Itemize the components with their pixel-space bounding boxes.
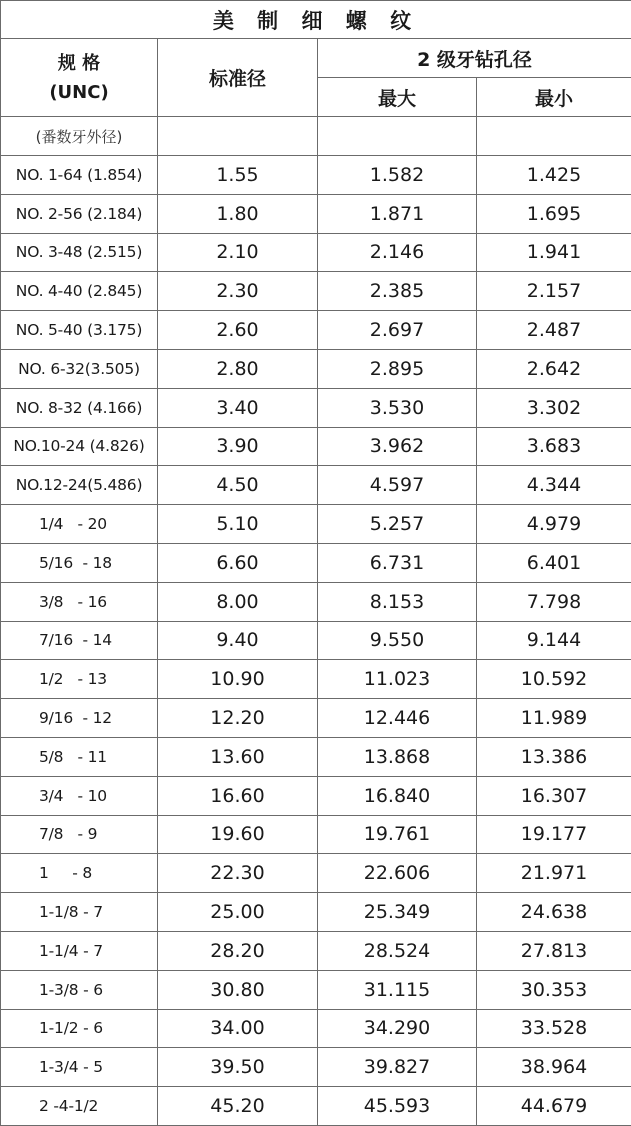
min-diameter-cell: 2.642 <box>477 349 631 388</box>
spec-cell: NO.12-24(5.486) <box>1 466 158 505</box>
standard-diameter-cell: 3.90 <box>158 427 318 466</box>
max-diameter-cell: 31.115 <box>318 970 477 1009</box>
table-body <box>1 156 631 1126</box>
table-row <box>1 505 631 544</box>
standard-diameter-cell: 34.00 <box>158 1009 318 1048</box>
note-row <box>1 117 631 156</box>
min-diameter-cell: 16.307 <box>477 776 631 815</box>
table-row <box>1 776 631 815</box>
drill-diameter-group-header: 2 级牙钻孔径 <box>318 39 631 78</box>
min-diameter-cell: 30.353 <box>477 970 631 1009</box>
min-diameter-cell: 13.386 <box>477 737 631 776</box>
table-row <box>1 854 631 893</box>
min-diameter-cell: 44.679 <box>477 1087 631 1126</box>
spec-cell: 3/4 - 10 <box>1 776 158 815</box>
min-diameter-cell: 7.798 <box>477 582 631 621</box>
max-diameter-cell: 4.597 <box>318 466 477 505</box>
spec-cell: 1 - 8 <box>1 854 158 893</box>
min-diameter-cell: 10.592 <box>477 660 631 699</box>
spec-cell: 7/8 - 9 <box>1 815 158 854</box>
spec-header-line2: (UNC) <box>1 78 157 107</box>
min-diameter-cell: 24.638 <box>477 893 631 932</box>
table-row <box>1 427 631 466</box>
spec-note: (番数牙外径) <box>1 117 158 156</box>
max-diameter-cell: 2.385 <box>318 272 477 311</box>
table-row <box>1 543 631 582</box>
max-diameter-cell: 39.827 <box>318 1048 477 1087</box>
table-title: 美 制 细 螺 纹 <box>1 1 631 39</box>
min-diameter-cell: 2.157 <box>477 272 631 311</box>
header-row-top <box>1 39 631 78</box>
spec-cell: 5/8 - 11 <box>1 737 158 776</box>
spec-cell: 2 -4-1/2 <box>1 1087 158 1126</box>
spec-cell: 1-3/4 - 5 <box>1 1048 158 1087</box>
max-diameter-cell: 1.582 <box>318 156 477 195</box>
max-column-header: 最大 <box>318 78 477 117</box>
note-empty-cell <box>318 117 477 156</box>
spec-cell: NO. 6-32(3.505) <box>1 349 158 388</box>
max-diameter-cell: 19.761 <box>318 815 477 854</box>
min-diameter-cell: 3.683 <box>477 427 631 466</box>
max-diameter-cell: 2.895 <box>318 349 477 388</box>
min-diameter-cell: 4.344 <box>477 466 631 505</box>
max-diameter-cell: 8.153 <box>318 582 477 621</box>
spec-cell: 1-1/4 - 7 <box>1 931 158 970</box>
table-row <box>1 699 631 738</box>
table-row <box>1 893 631 932</box>
table-row <box>1 660 631 699</box>
table-row <box>1 815 631 854</box>
standard-diameter-cell: 39.50 <box>158 1048 318 1087</box>
spec-header-line1: 规 格 <box>1 49 157 78</box>
spec-cell: NO. 4-40 (2.845) <box>1 272 158 311</box>
min-column-header: 最小 <box>477 78 631 117</box>
standard-diameter-cell: 9.40 <box>158 621 318 660</box>
spec-cell: NO.10-24 (4.826) <box>1 427 158 466</box>
table-row <box>1 1009 631 1048</box>
standard-diameter-cell: 10.90 <box>158 660 318 699</box>
table-row <box>1 194 631 233</box>
min-diameter-cell: 33.528 <box>477 1009 631 1048</box>
min-diameter-cell: 4.979 <box>477 505 631 544</box>
standard-diameter-cell: 2.80 <box>158 349 318 388</box>
standard-diameter-cell: 28.20 <box>158 931 318 970</box>
max-diameter-cell: 13.868 <box>318 737 477 776</box>
max-diameter-cell: 12.446 <box>318 699 477 738</box>
spec-column-header <box>1 39 158 117</box>
spec-cell: NO. 8-32 (4.166) <box>1 388 158 427</box>
standard-diameter-cell: 16.60 <box>158 776 318 815</box>
max-diameter-cell: 5.257 <box>318 505 477 544</box>
table-row <box>1 970 631 1009</box>
min-diameter-cell: 11.989 <box>477 699 631 738</box>
max-diameter-cell: 16.840 <box>318 776 477 815</box>
table-row <box>1 311 631 350</box>
table-row <box>1 737 631 776</box>
min-diameter-cell: 19.177 <box>477 815 631 854</box>
spec-cell: 1-1/8 - 7 <box>1 893 158 932</box>
min-diameter-cell: 6.401 <box>477 543 631 582</box>
table-row <box>1 156 631 195</box>
min-diameter-cell: 9.144 <box>477 621 631 660</box>
max-diameter-cell: 3.530 <box>318 388 477 427</box>
spec-cell: NO. 2-56 (2.184) <box>1 194 158 233</box>
spec-cell: 3/8 - 16 <box>1 582 158 621</box>
spec-cell: 1/2 - 13 <box>1 660 158 699</box>
standard-diameter-header: 标准径 <box>158 39 318 117</box>
standard-diameter-cell: 13.60 <box>158 737 318 776</box>
table-row <box>1 621 631 660</box>
min-diameter-cell: 1.695 <box>477 194 631 233</box>
max-diameter-cell: 11.023 <box>318 660 477 699</box>
spec-cell: NO. 5-40 (3.175) <box>1 311 158 350</box>
max-diameter-cell: 1.871 <box>318 194 477 233</box>
min-diameter-cell: 21.971 <box>477 854 631 893</box>
spec-cell: NO. 1-64 (1.854) <box>1 156 158 195</box>
min-diameter-cell: 1.941 <box>477 233 631 272</box>
max-diameter-cell: 22.606 <box>318 854 477 893</box>
standard-diameter-cell: 6.60 <box>158 543 318 582</box>
standard-diameter-cell: 1.55 <box>158 156 318 195</box>
table-row <box>1 233 631 272</box>
spec-cell: 1-1/2 - 6 <box>1 1009 158 1048</box>
note-empty-cell <box>477 117 631 156</box>
max-diameter-cell: 2.146 <box>318 233 477 272</box>
spec-cell: 9/16 - 12 <box>1 699 158 738</box>
min-diameter-cell: 1.425 <box>477 156 631 195</box>
max-diameter-cell: 9.550 <box>318 621 477 660</box>
max-diameter-cell: 3.962 <box>318 427 477 466</box>
spec-cell: NO. 3-48 (2.515) <box>1 233 158 272</box>
standard-diameter-cell: 19.60 <box>158 815 318 854</box>
table-row <box>1 1048 631 1087</box>
table-row <box>1 582 631 621</box>
standard-diameter-cell: 3.40 <box>158 388 318 427</box>
standard-diameter-cell: 45.20 <box>158 1087 318 1126</box>
table-row <box>1 466 631 505</box>
min-diameter-cell: 2.487 <box>477 311 631 350</box>
standard-diameter-cell: 22.30 <box>158 854 318 893</box>
standard-diameter-cell: 1.80 <box>158 194 318 233</box>
max-diameter-cell: 34.290 <box>318 1009 477 1048</box>
min-diameter-cell: 38.964 <box>477 1048 631 1087</box>
spec-cell: 5/16 - 18 <box>1 543 158 582</box>
standard-diameter-cell: 8.00 <box>158 582 318 621</box>
standard-diameter-cell: 2.10 <box>158 233 318 272</box>
standard-diameter-cell: 12.20 <box>158 699 318 738</box>
title-row <box>1 1 631 39</box>
standard-diameter-cell: 2.30 <box>158 272 318 311</box>
min-diameter-cell: 3.302 <box>477 388 631 427</box>
table-row <box>1 931 631 970</box>
table-row <box>1 349 631 388</box>
max-diameter-cell: 25.349 <box>318 893 477 932</box>
min-diameter-cell: 27.813 <box>477 931 631 970</box>
max-diameter-cell: 6.731 <box>318 543 477 582</box>
table-row <box>1 272 631 311</box>
table-row <box>1 388 631 427</box>
standard-diameter-cell: 4.50 <box>158 466 318 505</box>
max-diameter-cell: 2.697 <box>318 311 477 350</box>
spec-cell: 1-3/8 - 6 <box>1 970 158 1009</box>
spec-cell: 7/16 - 14 <box>1 621 158 660</box>
max-diameter-cell: 28.524 <box>318 931 477 970</box>
standard-diameter-cell: 30.80 <box>158 970 318 1009</box>
max-diameter-cell: 45.593 <box>318 1087 477 1126</box>
note-empty-cell <box>158 117 318 156</box>
spec-cell: 1/4 - 20 <box>1 505 158 544</box>
standard-diameter-cell: 5.10 <box>158 505 318 544</box>
table-row <box>1 1087 631 1126</box>
standard-diameter-cell: 25.00 <box>158 893 318 932</box>
standard-diameter-cell: 2.60 <box>158 311 318 350</box>
